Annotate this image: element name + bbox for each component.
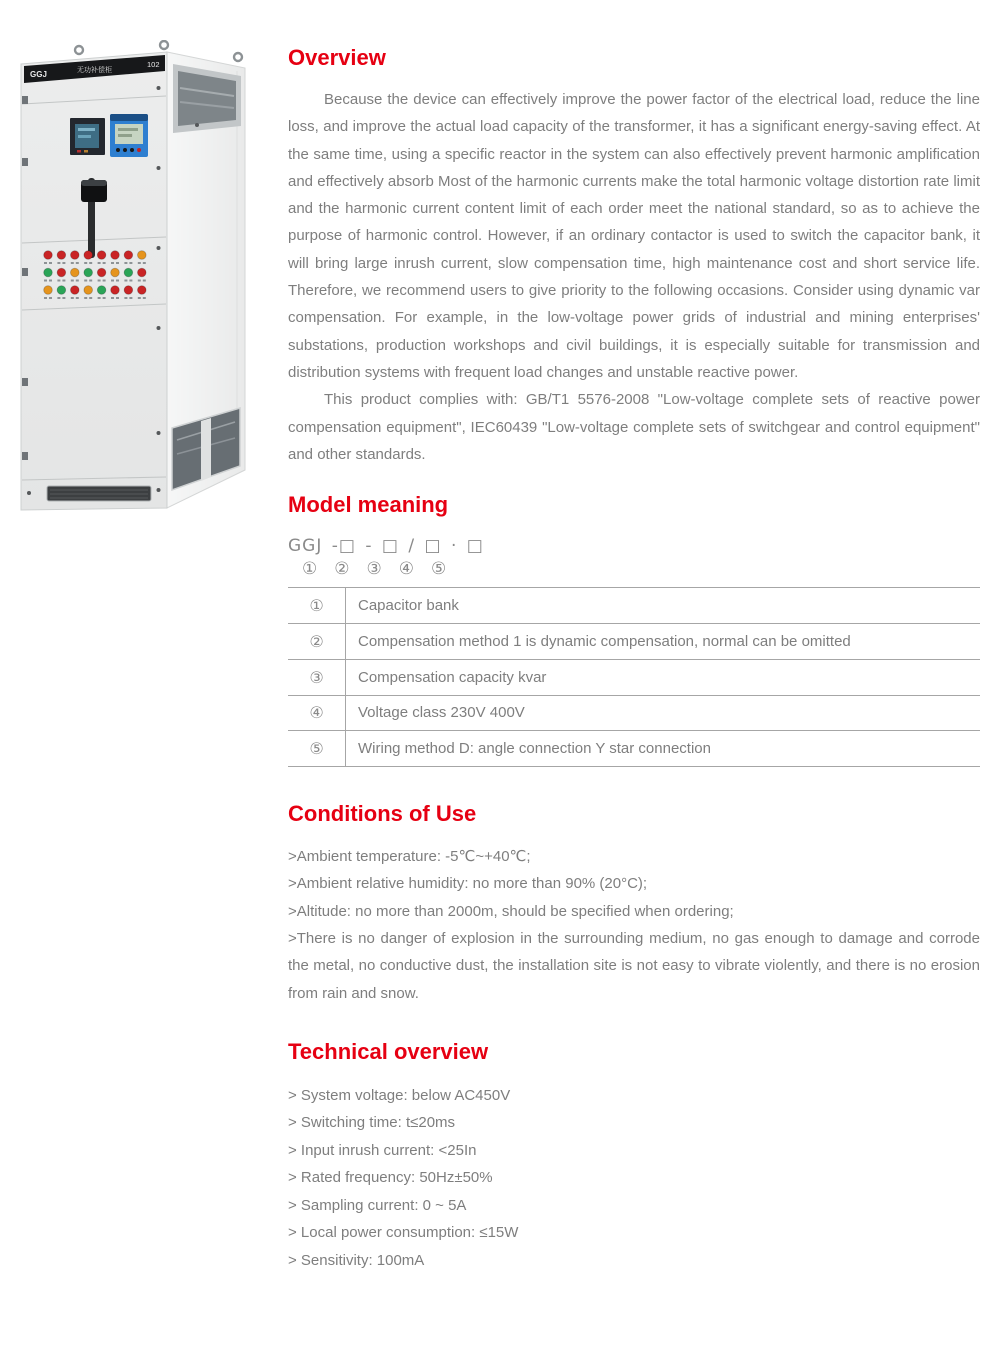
circle-number: ① (302, 559, 318, 580)
row-description: Compensation capacity kvar (358, 668, 547, 686)
row-number: ① (288, 588, 346, 623)
condition-item: >Ambient temperature: -5℃~+40℃; (288, 848, 531, 866)
condition-item: >Altitude: no more than 2000m, should be specified when ordering; (288, 902, 734, 920)
conditions-title: Conditions of Use (288, 801, 477, 827)
overview-title: Overview (288, 45, 386, 70)
row-number: ② (288, 624, 346, 659)
power-meter-icon (70, 118, 105, 155)
circle-number: ③ (366, 559, 382, 580)
condition-item: >There is no danger of explosion in the surrounding medium, no gas enough to damage and corrode the metal, no conductive dust, the installation site is not easy to vibrate violently, and there is no erosion from rain and snow. (288, 930, 980, 1002)
table-row (288, 624, 980, 660)
vent-grille-icon (47, 486, 151, 501)
technical-item: > Switching time: t≤20ms (288, 1114, 456, 1132)
model-meaning-table (288, 587, 980, 767)
overview-paragraph-2: This product complies with: GB/T1 5576-2008 "Low-voltage complete sets of reactive power compensation equipment", IEC60439 "Low-voltage complete sets of switchgear and control equipment" and other standards. (288, 391, 980, 463)
model-circle-numbers (302, 558, 980, 580)
table-row (288, 588, 980, 624)
row-number: ③ (288, 660, 346, 695)
table-row (288, 696, 980, 732)
technical-list (288, 1082, 980, 1275)
content-column (288, 40, 980, 1274)
circle-number: ⑤ (431, 559, 447, 580)
band-label-left: GGJ (30, 70, 47, 79)
band-label-center: 无功补偿柜 (77, 67, 112, 74)
technical-item: > System voltage: below AC450V (288, 1086, 511, 1104)
conditions-list (288, 843, 980, 1007)
row-description: Capacitor bank (358, 596, 459, 614)
technical-item: > Sensitivity: 100mA (288, 1251, 425, 1269)
table-row (288, 660, 980, 696)
cabinet-illustration (15, 40, 270, 525)
row-number: ⑤ (288, 731, 346, 766)
row-description: Compensation method 1 is dynamic compensation, normal can be omitted (358, 632, 851, 650)
technical-item: > Local power consumption: ≤15W (288, 1224, 519, 1242)
technical-title: Technical overview (288, 1038, 489, 1064)
row-description: Wiring method D: angle connection Y star connection (358, 740, 711, 758)
technical-item: > Sampling current: 0 ~ 5A (288, 1196, 467, 1214)
table-row (288, 731, 980, 767)
model-pattern: GGJ -□ - □ / □ · □ (288, 536, 484, 557)
band-label-right: 102 (147, 60, 160, 69)
technical-item: > Input inrush current: <25In (288, 1141, 477, 1159)
technical-item: > Rated frequency: 50Hz±50% (288, 1169, 493, 1187)
row-number: ④ (288, 696, 346, 731)
condition-item: >Ambient relative humidity: no more than 90% (20°C); (288, 875, 648, 893)
model-meaning-title: Model meaning (288, 492, 449, 518)
circle-number: ② (334, 559, 350, 580)
overview-paragraph-1: Because the device can effectively improve the power factor of the electrical load, reduce the line loss, and improve the actual load capacity of the transformer, it has a significant energy-saving effect. At the same time, using a specific reactor in the system can also effectively prevent harmonic amplification and effectively absorb Most of the harmonic currents make the total harmonic voltage distortion rate limit and the harmonic current content limit of each order meet the national standard, so as to achieve the purpose of harmonic control. However, if an ordinary contactor is used to switch the capacitor bank, it will bring large inrush current, slow compensation time, high maintenance cost and short service life. Therefore, we recommend users to give priority to the following occasions. Consider using dynamic var compensation. For example, in the low-voltage power grids of industrial and mining enterprises' substations, production workshops and civil buildings, it is especially suitable for transmission and distribution systems with frequent load changes and unstable reactive power. (288, 91, 980, 381)
row-description: Voltage class 230V 400V (358, 704, 525, 722)
product-photo (15, 40, 270, 525)
circle-number: ④ (398, 559, 414, 580)
var-controller-icon (110, 114, 148, 157)
